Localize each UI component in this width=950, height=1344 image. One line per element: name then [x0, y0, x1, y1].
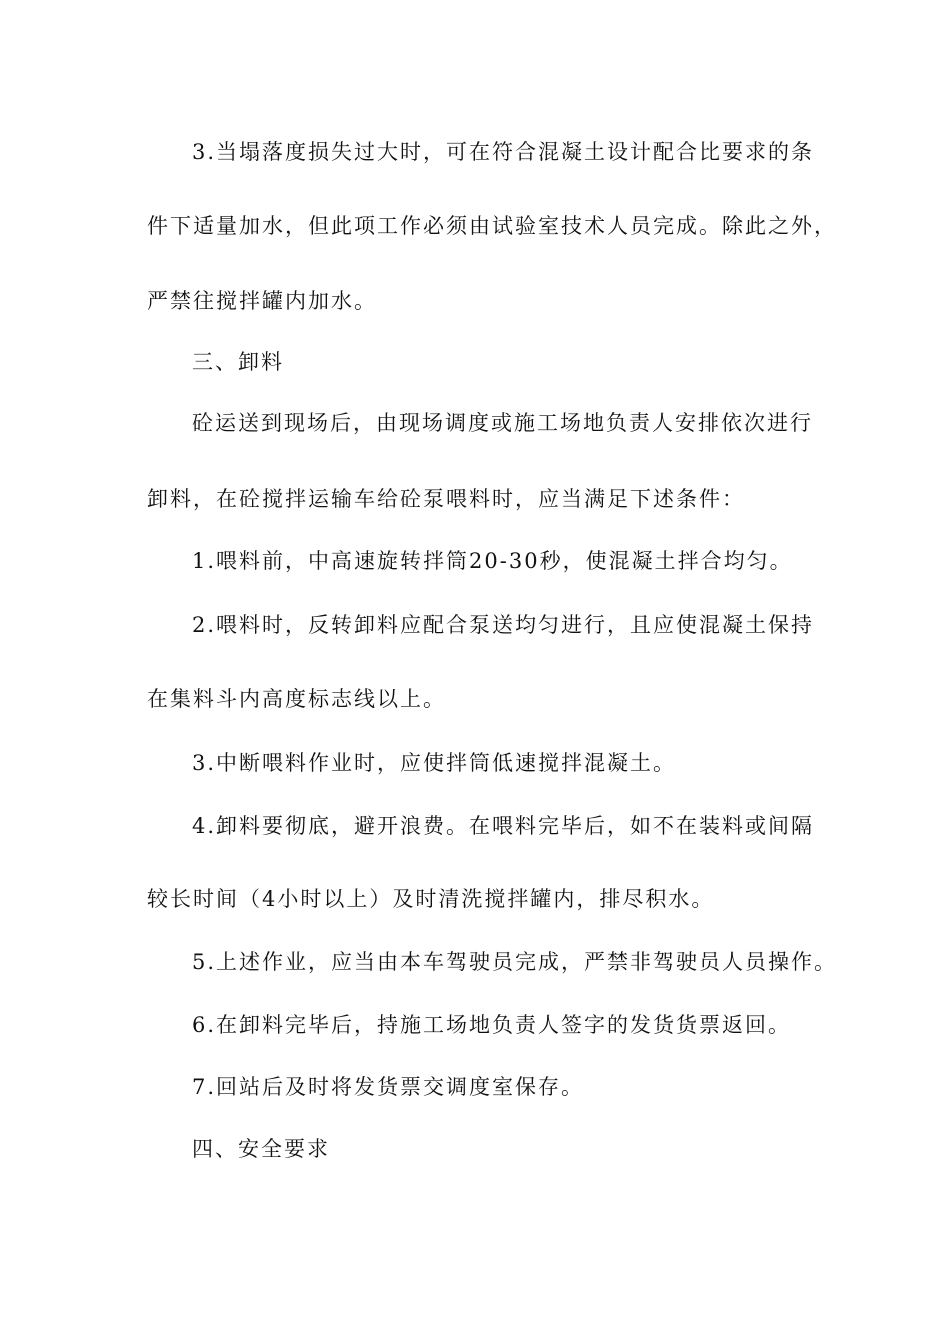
- paragraph-line: 在集料斗内高度标志线以上。: [147, 687, 446, 711]
- list-item: 5.上述作业，应当由本车驾驶员完成，严禁非驾驶员人员操作。: [192, 950, 838, 974]
- paragraph-line: 件下适量加水，但此项工作必须由试验室技术人员完成。除此之外，: [147, 214, 837, 238]
- paragraph-line: 砼运送到现场后，由现场调度或施工场地负责人安排依次进行: [192, 411, 813, 435]
- paragraph-line: 严禁往搅拌罐内加水。: [147, 289, 377, 313]
- list-item: 7.回站后及时将发货票交调度室保存。: [192, 1075, 585, 1099]
- list-item: 6.在卸料完毕后，持施工场地负责人签字的发货货票返回。: [192, 1013, 792, 1037]
- list-item: 3.中断喂料作业时，应使拌筒低速搅拌混凝土。: [192, 751, 677, 775]
- paragraph-line: 卸料，在砼搅拌运输车给砼泵喂料时，应当满足下述条件：: [147, 487, 745, 511]
- list-item: 4.卸料要彻底，避开浪费。在喂料完毕后，如不在装料或间隔: [192, 814, 815, 838]
- paragraph-line: 较长时间（4小时以上）及时清洗搅拌罐内，排尽积水。: [147, 887, 715, 911]
- list-item: 2.喂料时，反转卸料应配合泵送均匀进行，且应使混凝土保持: [192, 613, 815, 637]
- section-heading: 三、卸料: [192, 350, 284, 374]
- list-item: 1.喂料前，中高速旋转拌筒20-30秒，使混凝土拌合均匀。: [192, 549, 793, 573]
- paragraph-line: 3.当塌落度损失过大时，可在符合混凝土设计配合比要求的条: [192, 140, 815, 164]
- section-heading: 四、安全要求: [192, 1137, 330, 1161]
